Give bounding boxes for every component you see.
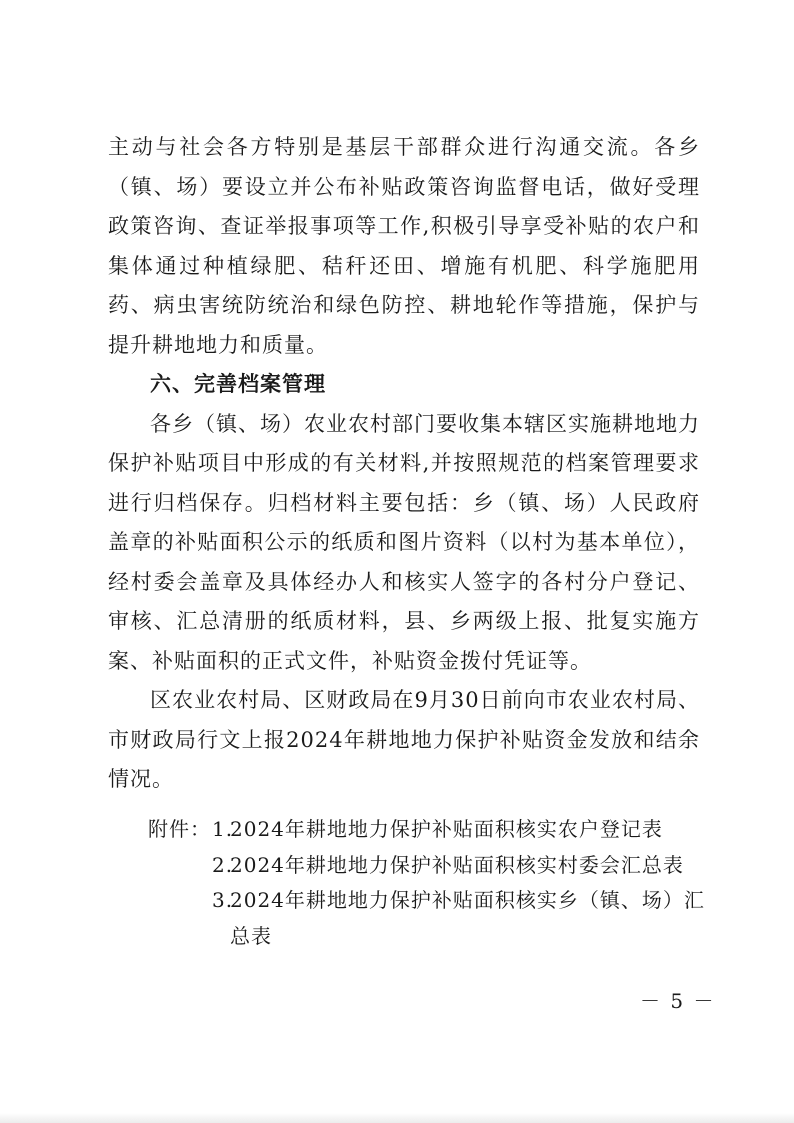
attachment-item	[212, 812, 708, 848]
document-body	[108, 128, 700, 800]
paragraph-outreach: 主动与社会各方特别是基层干部群众进行沟通交流。各乡（镇、场）要设立并公布补贴政策咨询监督电话，做好受理政策咨询、查证举报事项等工作,积极引导享受补贴的农户和集体通过种植绿肥、秸秆还田、增施有机肥、科学施肥用药、病虫害统防统治和绿色防控、耕地轮作等措施，保护与提升耕地地力和质量。	[108, 135, 700, 357]
attachment-title: 2024年耕地地力保护补贴面积核实农户登记表	[230, 817, 663, 841]
attachment-number: 1.	[212, 817, 234, 841]
attachments-label: 附件：	[148, 817, 211, 841]
attachment-number: 2.	[212, 852, 234, 877]
attachment-number: 3.	[212, 888, 234, 912]
attachment-title: 2024年耕地地力保护补贴面积核实乡（镇、场）汇总表	[230, 888, 705, 948]
attachment-item	[212, 883, 708, 954]
attachment-title: 2024年耕地地力保护补贴面积核实村委会汇总表	[230, 852, 684, 877]
attachment-item	[212, 848, 708, 884]
paragraph-report-deadline: 区农业农村局、区财政局在9月30日前向市农业农村局、市财政局行文上报2024年耕地地力保护补贴资金发放和结余情况。	[108, 688, 700, 791]
page-number: － 5 －	[640, 989, 716, 1013]
paragraph-archive-materials: 各乡（镇、场）农业农村部门要收集本辖区实施耕地地力保护补贴项目中形成的有关材料,并按照规范的档案管理要求进行归档保存。归档材料主要包括：乡（镇、场）人民政府盖章的补贴面积公示的纸质和图片资料（以村为基本单位），经村委会盖章及具体经办人和核实人签字的各村分户登记、审核、汇总清册的纸质材料，县、乡两级上报、批复实施方案、补贴面积的正式文件，补贴资金拨付凭证等。	[108, 411, 700, 673]
section-heading-archive: 六、完善档案管理	[150, 372, 326, 396]
page-edge	[0, 1113, 794, 1123]
attachments-list	[148, 812, 708, 954]
